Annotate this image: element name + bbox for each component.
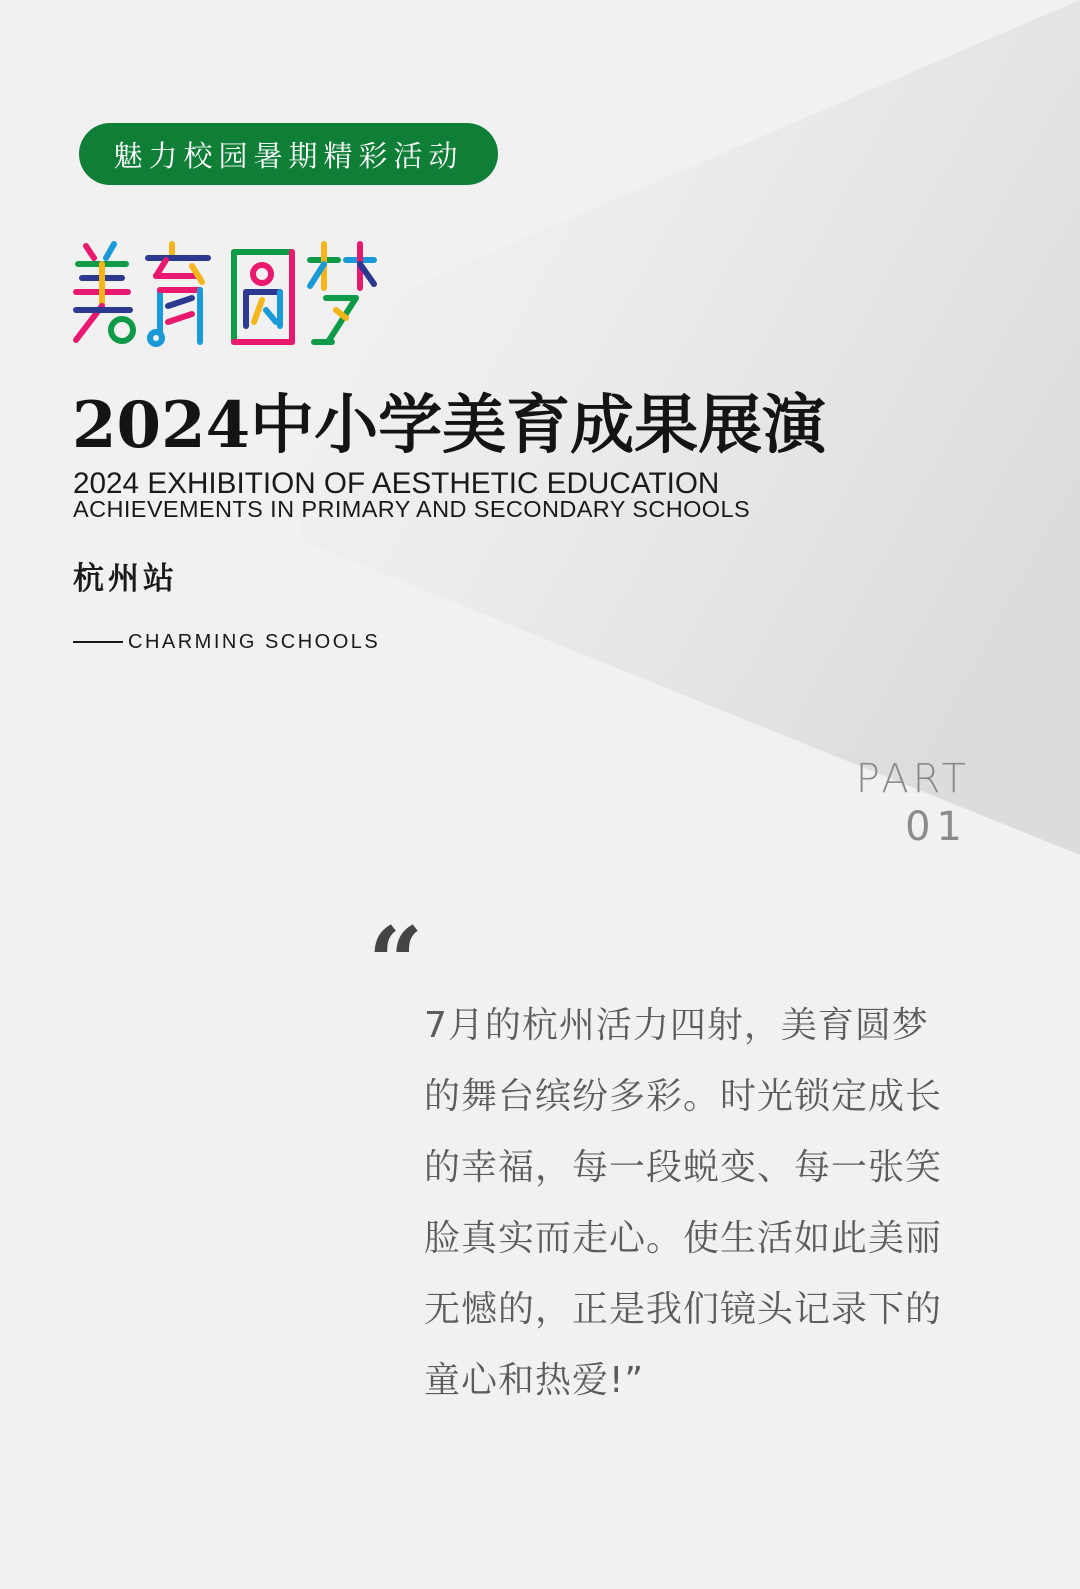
activity-badge-text: 魅力校园暑期精彩活动 — [113, 138, 464, 173]
tagline-dash — [73, 641, 123, 643]
main-title: 2024中小学美育成果展演 — [72, 388, 827, 463]
station-label: 杭州站 — [73, 561, 178, 597]
activity-badge — [79, 123, 498, 185]
tagline-text: CHARMING SCHOOLS — [128, 630, 381, 653]
quote-mark-icon: “ — [368, 906, 424, 1019]
quote-line: 童心和热爱!” — [424, 1360, 645, 1401]
quote-line: 无憾的，正是我们镜头记录下的 — [424, 1289, 943, 1330]
quote-line: 的舞台缤纷多彩。时光锁定成长 — [424, 1076, 943, 1117]
meiyu-yuanmeng-logo — [70, 238, 380, 353]
quote-line: 的幸福，每一段蜕变、每一张笑 — [424, 1147, 943, 1188]
part-number: 01 — [905, 804, 968, 850]
quote-line: 脸真实而走心。使生活如此美丽 — [424, 1218, 943, 1259]
english-title-line-1: 2024 EXHIBITION OF AESTHETIC EDUCATION — [73, 467, 720, 500]
quote-body — [424, 990, 984, 1416]
part-label: PART — [855, 756, 970, 802]
tagline — [73, 630, 380, 654]
quote-line: 7月的杭州活力四射，美育圆梦 — [424, 1005, 929, 1046]
english-title-line-2: ACHIEVEMENTS IN PRIMARY AND SECONDARY SCHOOLS — [73, 496, 751, 522]
